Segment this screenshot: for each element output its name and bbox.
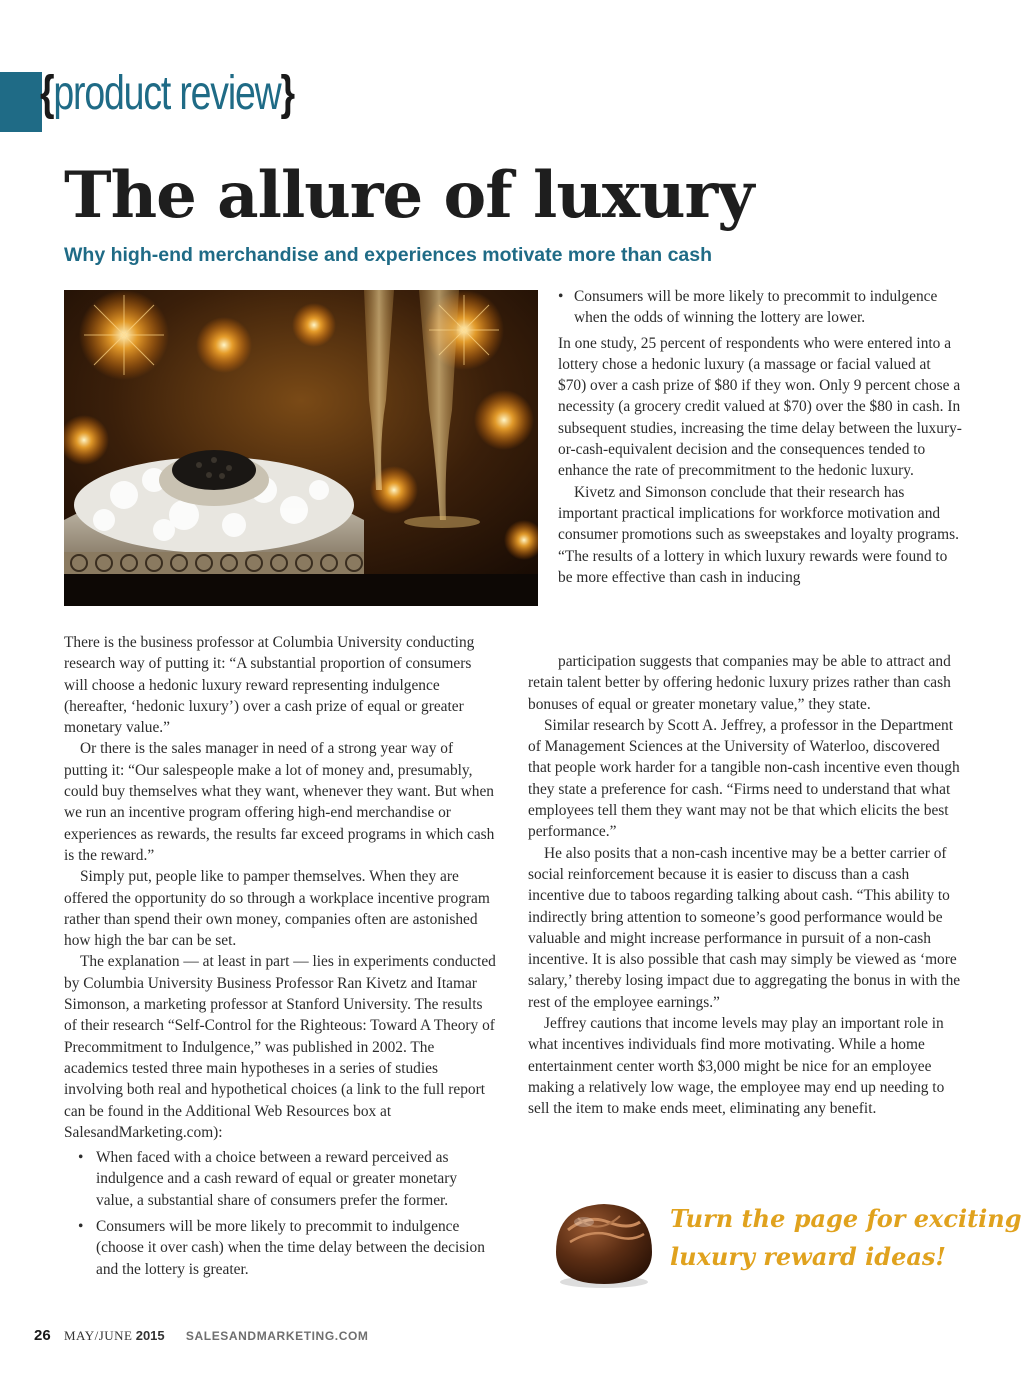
right-column-top [558, 286, 962, 588]
promo-line-2: luxury reward ideas! [670, 1242, 946, 1271]
section-label: {product review} [40, 67, 294, 120]
promo-line-1: Turn the page for exciting [670, 1204, 1022, 1233]
page-number: 26 [34, 1327, 51, 1344]
issue-year: 2015 [135, 1328, 165, 1343]
paragraph: The explanation — at least in part — lies in experiments conducted by Columbia University Business Professor Ran Kivetz and Itamar Simonson, a marketing professor at Stanford University. The results of their research “Self-Control for the Righteous: Toward A Theory of Precommitment to Indulgence,” was published in 2002. The academics tested three main hypotheses in a series of studies involving both real and hypothetical choices (a link to the full report can be found in the Additional Web Resources box at SalesandMarketing.com): [64, 953, 496, 1141]
section-accent-bar [0, 72, 42, 132]
paragraph: Kivetz and Simonson conclude that their research has important practical implications for workforce motivation and consumer promotions such as sweepstakes and loyalty programs. “The results of a lottery in which luxury rewards were found to be more effective than cash in inducing [558, 483, 959, 586]
caviar-photo [64, 290, 538, 606]
list-item: • When faced with a choice between a reward perceived as indulgence and a cash reward of equal or greater monetary value, a substantial share of consumers prefer the former. [64, 1147, 498, 1211]
subhead: Why high-end merchandise and experiences motivate more than cash [64, 244, 713, 266]
left-column [64, 632, 498, 1285]
list-item: • Consumers will be more likely to precommit to indulgence (choose it over cash) when the time delay between the decision and the lottery is greater. [64, 1216, 498, 1280]
promo-callout[interactable] [670, 1200, 1022, 1276]
paragraph: He also posits that a non-cash incentive may be a better carrier of social reinforcement because it is easier to discuss than a cash incentive due to taboos regarding talking about cash. “This ability to indirectly bring attention to someone’s good performance would be valuable and might increase performance in pursuit of a non-cash incentive. It is also possible that cash may simply be viewed as ‘more salary,’ thereby losing impact due to aggregating the bonus in with the rest of the employee earnings.” [528, 844, 961, 1011]
bullet-list-continued [558, 286, 962, 329]
headline: The allure of luxury [64, 158, 754, 233]
right-column-bottom [528, 651, 962, 1120]
bullet-list [64, 1147, 498, 1280]
page-footer [34, 1327, 369, 1344]
paragraph: Similar research by Scott A. Jeffrey, a professor in the Department of Management Sciences at the University of Waterloo, discovered that people work harder for a tangible non-cash incentive even though they state a preference for cash. “Firms need to understand that what employees tell them they want may not be that which elicits the best performance.” [528, 716, 960, 841]
issue-month: MAY/JUNE [63, 1328, 133, 1343]
paragraph: There is the business professor at Columbia University conducting research way of putting it: “A substantial proportion of consumers will choose a hedonic luxury reward representing indulgence (hereafter, ‘hedonic luxury’) over a cash prize of equal or greater monetary value.” [64, 634, 475, 737]
chocolate-truffle-image [548, 1192, 660, 1292]
paragraph: Jeffrey cautions that income levels may play an important role in what incentives individuals find more motivating. While a home entertainment center worth $3,000 might be nice for an employee making a relatively low wage, the employee may end up needing to sell the item to make ends meet, eliminating any benefit. [528, 1015, 945, 1118]
paragraph: Or there is the sales manager in need of a strong year way of putting it: “Our salespeople make a lot of money and, presumably, could buy themselves what they want, whenever they want. But when we run an incentive program offering high-end merchandise or experiences as rewards, the results far exceed programs in which cash is the reward.” [64, 740, 495, 864]
website-link[interactable]: SALESANDMARKETING.COM [185, 1329, 369, 1343]
section-label-text: product review [53, 67, 281, 120]
list-item: • Consumers will be more likely to precommit to indulgence when the odds of winning the lottery are lower. [558, 286, 962, 329]
paragraph: In one study, 25 percent of respondents who were entered into a lottery chose a hedonic luxury (a massage or facial valued at $70) over a cash prize of $80 if they won. Only 9 percent chose a necessity (a grocery credit valued at $70) over the $80 in cash. In subsequent studies, increasing the time delay between the luxury-or-cash-equivalent decision and the consequences tended to enhance the rate of precommitment to the hedonic luxury. [558, 334, 962, 480]
paragraph: Simply put, people like to pamper themselves. When they are offered the opportunity do so through a workplace incentive program rather than spend their own money, companies often are astonished how high the bar can be set. [64, 868, 490, 950]
paragraph: participation suggests that companies may be able to attract and retain talent better by offering hedonic luxury prizes rather than cash bonuses of equal or greater monetary value,” they state. [528, 653, 951, 713]
